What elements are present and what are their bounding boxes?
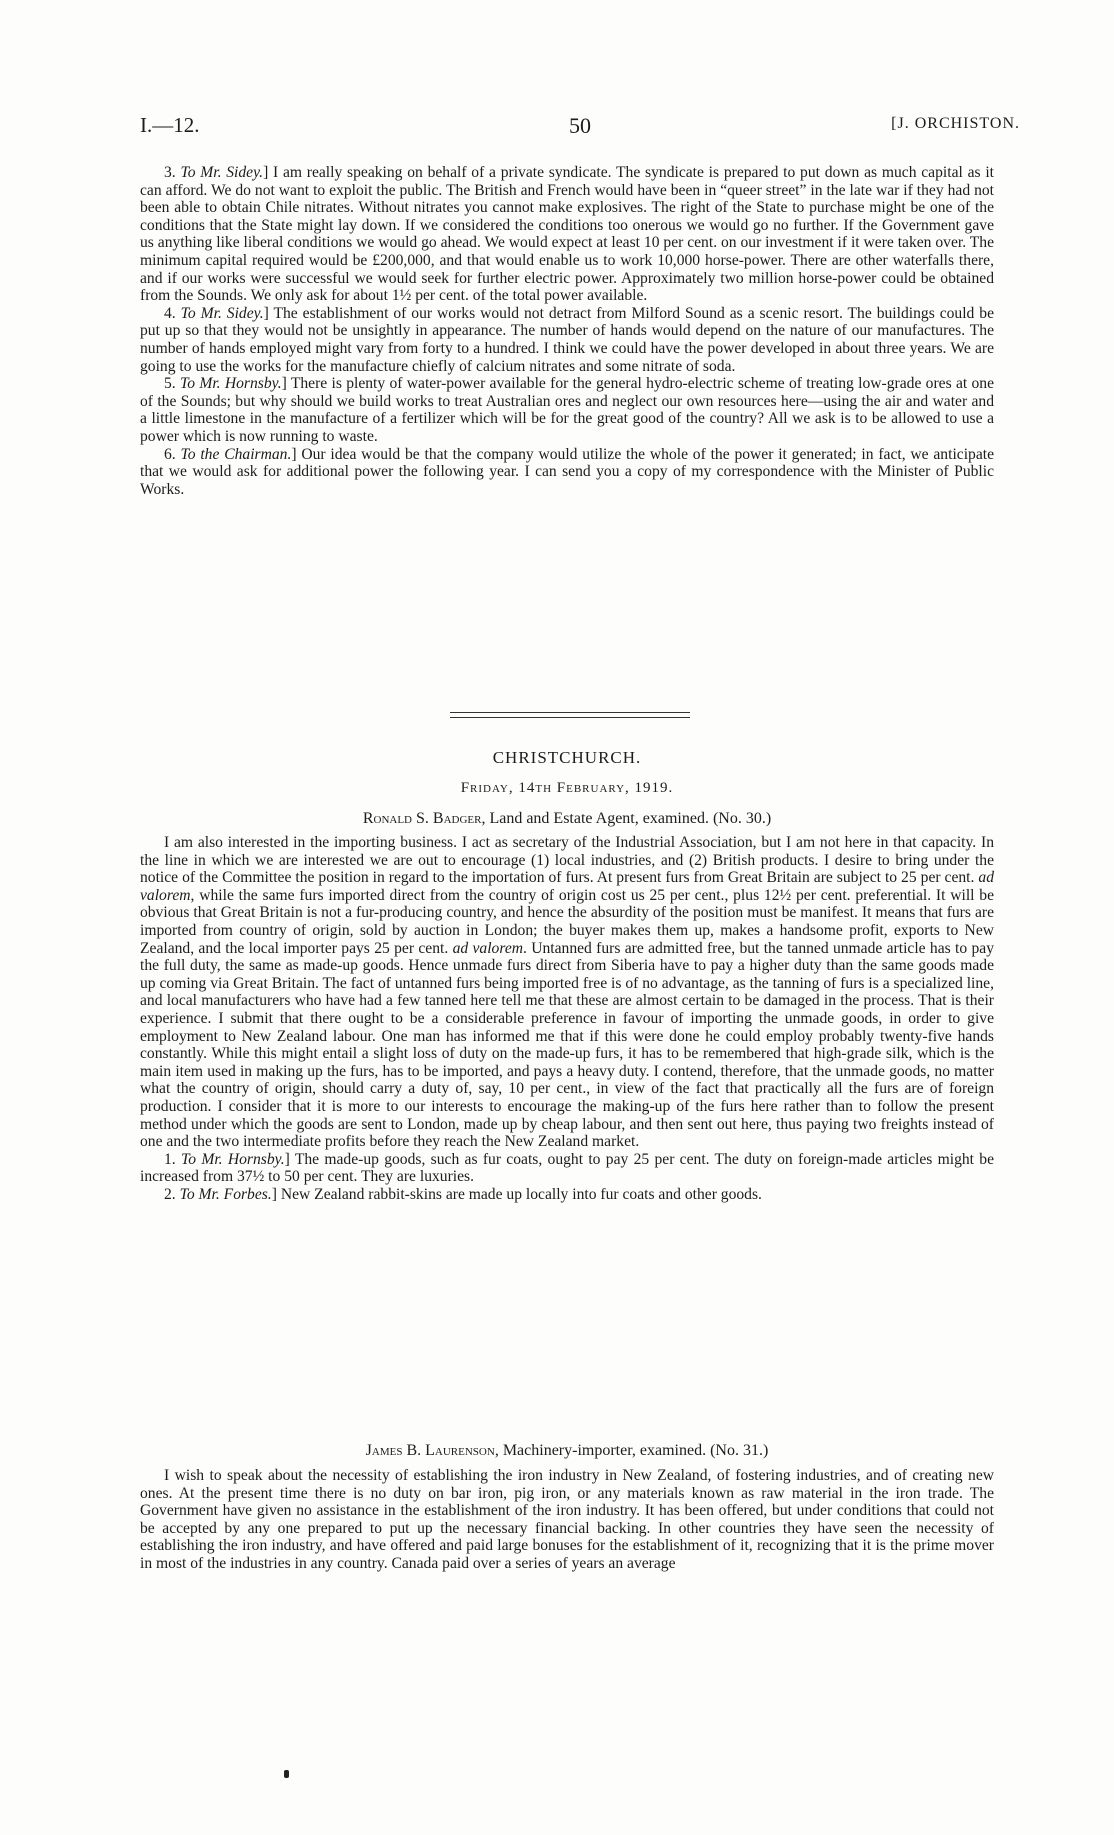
witness-running-head: [J. ORCHISTON. [891, 115, 1020, 132]
question-paragraph: 6. To the Chairman.] Our idea would be that the company would utilize the whole of the power it generated; in fact, we anticipate that we would ask for additional power the following year. I can send you a copy of my correspondence with the Minister of Public Works. [140, 445, 994, 498]
witness-heading-31: James B. Laurenson, Machinery-importer, examined. (No. 31.) [365, 1442, 769, 1459]
witness-name: Ronald S. Badger [362, 810, 482, 827]
badger-evidence [140, 834, 994, 1203]
question-paragraph: 2. To Mr. Forbes.] New Zealand rabbit-skins are made up locally into fur coats and other goods. [164, 1185, 762, 1203]
page-number: 50 [569, 113, 591, 138]
question-paragraph: 1. To Mr. Hornsby.] The made-up goods, such as fur coats, ought to pay 25 per cent. The duty on foreign-made articles might be increased from 37½ to 50 per cent. They are luxuries. [140, 1150, 995, 1186]
statement-paragraph: I wish to speak about the necessity of establishing the iron industry in New Zealand, of fostering industries, and of creating new ones. At the present time there is no duty on bar iron, pig iron, or any materials known as raw material in the iron trade. The Government have given no assistance in the establishment of the iron industry. It has been offered, but under conditions that could not be accepted by any one prepared to put up the necessary financial backing. In other countries they have seen the necessity of establishing the iron industry, and have offered and paid large bonuses for the establishment of it, recognizing that it is the prime mover in most of the industries in any country. Canada paid over a series of years an average [140, 1467, 994, 1572]
paper-reference: I.—12. [140, 113, 200, 137]
ink-mark [284, 1770, 289, 1778]
witness-name: James B. Laurenson [365, 1442, 495, 1459]
section-divider [450, 712, 690, 718]
witness-heading-30: Ronald S. Badger, Land and Estate Agent, examined. (No. 30.) [362, 810, 772, 827]
page-header [140, 113, 1020, 147]
city-heading: CHRISTCHURCH. [492, 748, 642, 767]
laurenson-evidence [140, 1467, 994, 1573]
sitting-date: Friday, 14th February, 1919. [460, 780, 674, 796]
statement-paragraph: I am also interested in the importing business. I act as secretary of the Industrial Association, but I am not here in that capacity. In the line in which we are interested we are out to encourage (1) local industries, and (2) British products. I desire to bring under the notice of the Committee the position in regard to the importation of furs. At present furs from Great Britain are subject to 25 per cent. ad valorem, while the same furs imported direct from the country of origin cost us 25 per cent., plus 12½ per cent. preferential. It will be obvious that Great Britain is not a fur-producing country, and hence the absurdity of the position must be manifest. It means that furs are imported from country of origin, sold by auction in London; the buyer makes them up, makes a handsome profit, exports to New Zealand, and the local importer pays 25 per cent. ad valorem. Untanned furs are admitted free, but the tanned unmade article has to pay the full duty, the same as made-up goods. Hence unmade furs direct from Siberia have to pay a higher duty than the same goods made up coming via Great Britain. The fact of untanned furs being imported free is of no advantage, as the tanning of furs is a specialized line, and local manufacturers who have had a few tanned here tell me that these are almost certain to be damaged in the process. That is their experience. I submit that there ought to be a considerable preference in favour of importing the unmade goods, in order to give employment to New Zealand labour. One man has informed me that if this were done he could employ probably twenty-five hands constantly. While this might entail a slight loss of duty on the made-up furs, it has to be remembered that high-grade silk, which is the main item used in making up the furs, has to be imported, and pays a heavy duty. I contend, therefore, that the unmade goods, no matter what the country of origin, should carry a duty of, say, 10 per cent., in view of the fact that practically all the furs are of foreign production. I consider that it is more to our interests to encourage the making-up of the furs here rather than to follow the present method under which the goods are sent to London, made up by cheap labour, and then sent out here, thus paying two freights instead of one and the two intermediate profits before they reach the New Zealand market. [140, 834, 994, 1151]
orchiston-evidence-continued [140, 164, 994, 498]
question-paragraph: 5. To Mr. Hornsby.] There is plenty of water-power available for the general hydro-electric scheme of treating low-grade ores at one of the Sounds; but why should we build works to treat Australian ores and neglect our own resources here—using the air and water and a little limestone in the manufacture of a fertilizer which will be for the great good of the country? All we ask is to be allowed to use a power which is now running to waste. [140, 375, 995, 445]
question-paragraph: 4. To Mr. Sidey.] The establishment of our works would not detract from Milford Sound as a scenic resort. The buildings could be put up so that they would not be unsightly in appearance. The number of hands would depend on the nature of our manufactures. The number of hands employed might vary from forty to a hundred. I think we could have the power developed in about three years. We are going to use the works for the manufacture chiefly of calcium nitrates and some nitrate of soda. [140, 304, 995, 375]
question-paragraph: 3. To Mr. Sidey.] I am really speaking on behalf of a private syndicate. The syndicate is prepared to put down as much capital as it can afford. We do not want to exploit the public. The British and French would have been in “queer street” in the late war if they had not been able to obtain Chile nitrates. Without nitrates you cannot make explosives. The right of the State to purchase might be one of the conditions that the State might lay down. If we considered the conditions too onerous we would go no further. If the Government gave us anything like liberal conditions we would go ahead. We would expect at least 10 per cent. on our investment if it were taken over. The minimum capital required would be £200,000, and that would enable us to work 10,000 horse-power. There are other waterfalls there, and if our works were successful we would seek for further electric power. Approximately two million horse-power could be obtained from the Sounds. We only ask for about 1½ per cent. of the total power available. [140, 164, 994, 305]
